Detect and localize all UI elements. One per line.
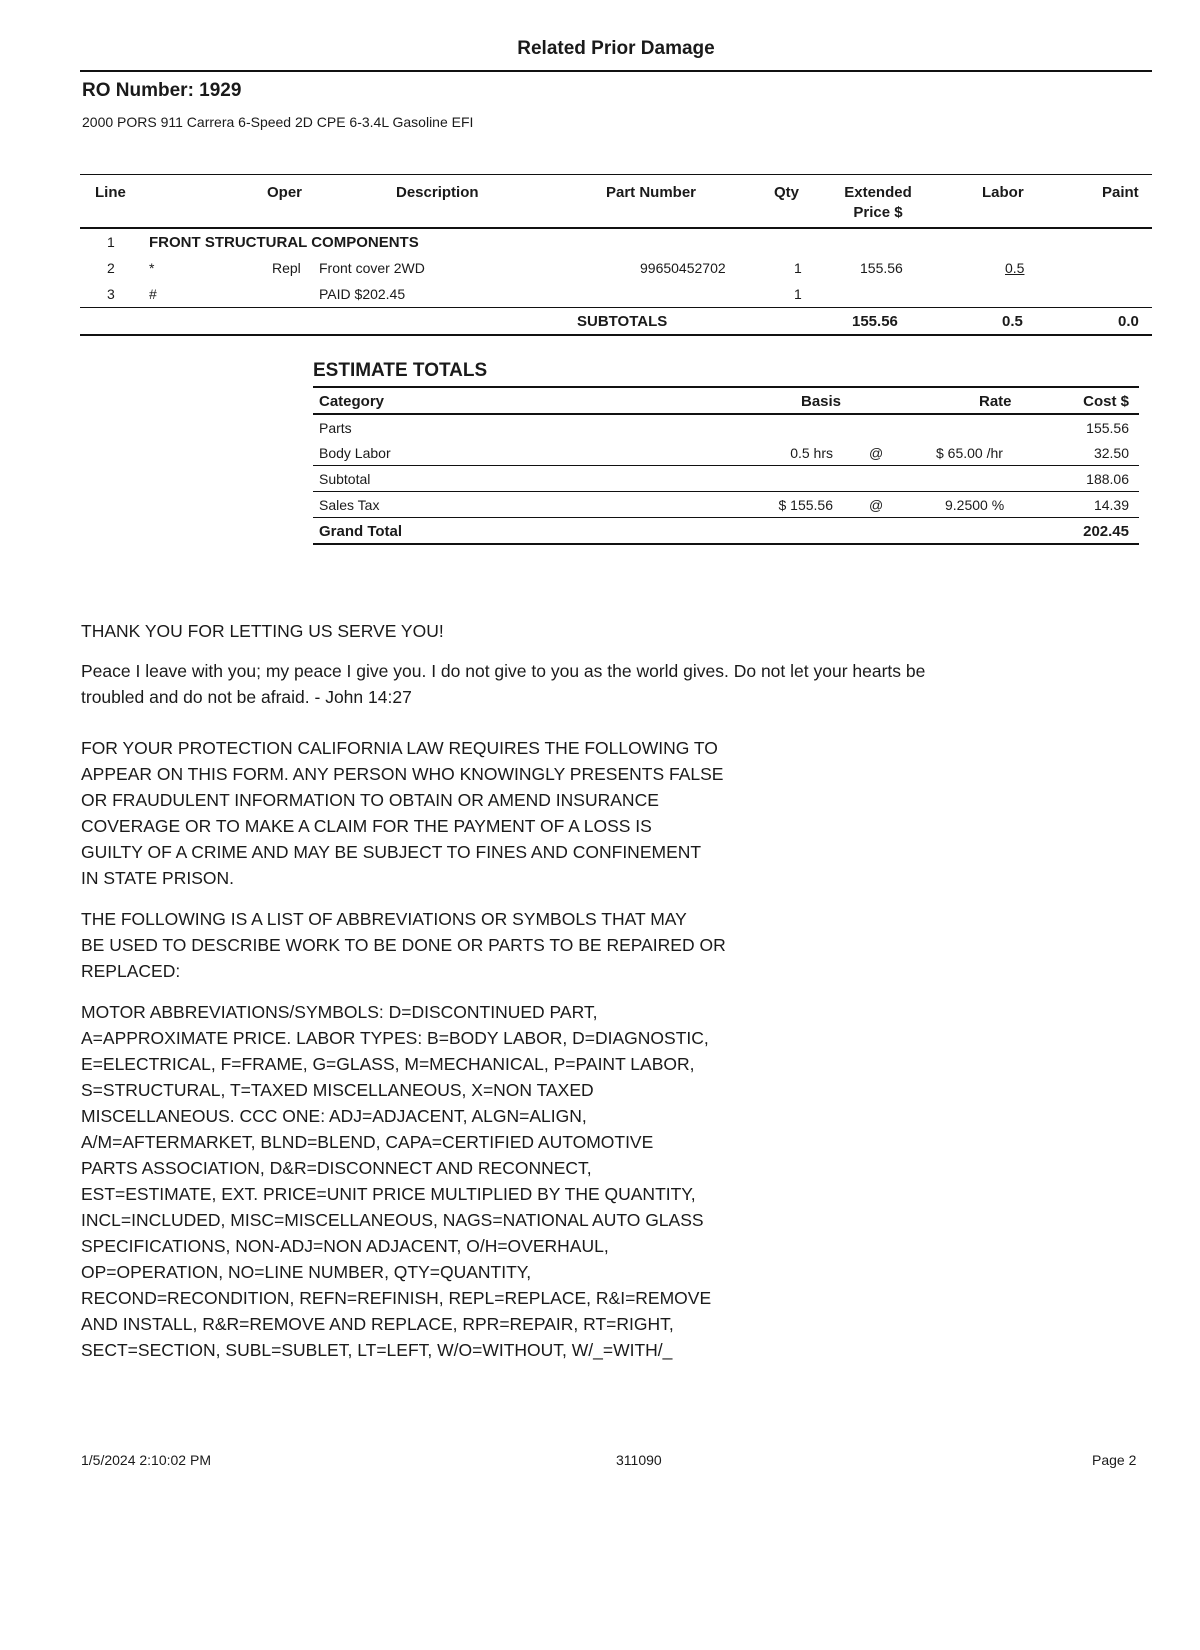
notice-line: GUILTY OF A CRIME AND MAY BE SUBJECT TO FINES AND CONFINEMENT [81,842,702,862]
abbrev-line: INCL=INCLUDED, MISC=MISCELLANEOUS, NAGS=NATIONAL AUTO GLASS [81,1210,704,1230]
intro-line: REPLACED: [81,961,181,981]
subtotal-labor: 0.5 [1002,313,1023,330]
header-cost: Cost $ [1083,393,1129,410]
totals-cost: 14.39 [1093,497,1129,513]
header-category: Category [319,393,385,410]
notice-line: OR FRAUDULENT INFORMATION TO OBTAIN OR AMEND INSURANCE [81,790,659,810]
grand-total-value: 202.45 [1083,523,1129,540]
row-part-number: 99650452702 [640,260,726,276]
table-row [80,255,1152,281]
abbrev-line: E=ELECTRICAL, F=FRAME, G=GLASS, M=MECHANICAL, P=PAINT LABOR, [81,1054,695,1074]
totals-row [313,492,1139,517]
abbrev-line: A=APPROXIMATE PRICE. LABOR TYPES: B=BODY LABOR, D=DIAGNOSTIC, [81,1028,709,1048]
totals-category: Subtotal [319,471,371,487]
subtotal-price: 155.56 [852,313,898,330]
abbreviations-intro [81,906,726,984]
header-labor: Labor [982,184,1024,201]
abbrev-line: PARTS ASSOCIATION, D&R=DISCONNECT AND RECONNECT, [81,1158,592,1178]
page-title: Related Prior Damage [517,38,715,59]
grand-total-label: Grand Total [319,523,403,540]
totals-rate: $ 65.00 /hr [936,445,1003,461]
footer-page-number: Page 2 [1092,1452,1137,1468]
header-extended-price: Extended Price $ [844,184,912,221]
row-description: PAID $202.45 [319,286,406,302]
abbrev-line: MOTOR ABBREVIATIONS/SYMBOLS: D=DISCONTINUED PART, [81,1002,598,1022]
totals-cost: 32.50 [1093,445,1129,461]
table-bottom-rule [80,334,1152,336]
row-description: FRONT STRUCTURAL COMPONENTS [149,234,419,251]
row-qty: 1 [794,260,802,276]
row-line: 1 [107,234,115,250]
subtotals-label: SUBTOTALS [577,313,668,330]
abbrev-line: AND INSTALL, R&R=REMOVE AND REPLACE, RPR=REPAIR, RT=RIGHT, [81,1314,674,1334]
totals-at: @ [869,497,884,513]
notice-line: APPEAR ON THIS FORM. ANY PERSON WHO KNOWINGLY PRESENTS FALSE [81,764,724,784]
header-description: Description [396,184,479,201]
abbrev-line: MISCELLANEOUS. CCC ONE: ADJ=ADJACENT, ALGN=ALIGN, [81,1106,587,1126]
totals-cost: 155.56 [1086,420,1129,436]
scripture-quote [81,658,925,710]
abbrev-line: SECT=SECTION, SUBL=SUBLET, LT=LEFT, W/O=WITHOUT, W/_=WITH/_ [81,1340,673,1360]
abbrev-line: SPECIFICATIONS, NON-ADJ=NON ADJACENT, O/H=OVERHAUL, [81,1236,609,1256]
ro-number: RO Number: 1929 [82,80,242,101]
row-price: 155.56 [860,260,903,276]
totals-header [313,388,1139,413]
row-labor: 0.5 [1005,260,1025,276]
table-row [80,229,1152,255]
notice-line: COVERAGE OR TO MAKE A CLAIM FOR THE PAYMENT OF A LOSS IS [81,816,652,836]
abbrev-line: RECOND=RECONDITION, REFN=REFINISH, REPL=REPLACE, R&I=REMOVE [81,1288,712,1308]
footer-timestamp: 1/5/2024 2:10:02 PM [81,1452,211,1468]
estimate-totals-title: ESTIMATE TOTALS [313,360,488,381]
row-mark: # [149,286,157,302]
row-qty: 1 [794,286,802,302]
totals-category: Body Labor [319,445,391,461]
totals-cost: 188.06 [1086,471,1129,487]
row-mark: * [149,260,155,276]
row-line: 2 [107,260,115,276]
abbreviations-list [81,999,711,1363]
totals-row [313,415,1139,440]
notice-line: FOR YOUR PROTECTION CALIFORNIA LAW REQUIRES THE FOLLOWING TO [81,738,718,758]
fraud-notice [81,735,723,891]
totals-basis: 0.5 hrs [790,445,833,461]
scripture-line: troubled and do not be afraid. - John 14:27 [81,687,412,707]
footer-document-id: 311090 [616,1452,662,1468]
totals-rate: 9.2500 % [945,497,1005,513]
header-part-number: Part Number [606,184,697,201]
estimate-totals [313,360,1139,545]
intro-line: BE USED TO DESCRIBE WORK TO BE DONE OR PARTS TO BE REPAIRED OR [81,935,726,955]
subtotals-row [80,308,1152,334]
totals-category: Sales Tax [319,497,380,513]
table-row [80,281,1152,307]
abbrev-line: OP=OPERATION, NO=LINE NUMBER, QTY=QUANTITY, [81,1262,532,1282]
header-basis: Basis [801,393,842,410]
intro-line: THE FOLLOWING IS A LIST OF ABBREVIATIONS OR SYMBOLS THAT MAY [81,909,687,929]
thank-you-note: THANK YOU FOR LETTING US SERVE YOU! [81,621,444,641]
header-oper: Oper [267,184,303,201]
vehicle-description: 2000 PORS 911 Carrera 6-Speed 2D CPE 6-3.4L Gasoline EFI [82,114,474,130]
header-line: Line [95,184,126,201]
totals-basis: $ 155.56 [778,497,833,513]
totals-row [313,440,1139,465]
totals-category: Parts [319,420,352,436]
estimate-lines-table [80,174,1152,336]
row-line: 3 [107,286,115,302]
notice-line: IN STATE PRISON. [81,868,234,888]
totals-at: @ [869,445,884,461]
abbrev-line: EST=ESTIMATE, EXT. PRICE=UNIT PRICE MULTIPLIED BY THE QUANTITY, [81,1184,696,1204]
grand-total-row [313,518,1139,543]
title-rule [80,70,1152,72]
scripture-line: Peace I leave with you; my peace I give you. I do not give to you as the world gives. Do not let your hearts be [81,661,926,681]
table-header [80,175,1152,227]
header-paint: Paint [1102,184,1139,201]
row-oper: Repl [272,260,301,276]
totals-row [313,466,1139,491]
abbrev-line: A/M=AFTERMARKET, BLND=BLEND, CAPA=CERTIFIED AUTOMOTIVE [81,1132,654,1152]
header-rate: Rate [979,393,1012,410]
totals-bottom-rule [313,543,1139,545]
header-qty: Qty [774,184,800,201]
subtotal-paint: 0.0 [1118,313,1139,330]
abbrev-line: S=STRUCTURAL, T=TAXED MISCELLANEOUS, X=NON TAXED [81,1080,594,1100]
row-description: Front cover 2WD [319,260,425,276]
